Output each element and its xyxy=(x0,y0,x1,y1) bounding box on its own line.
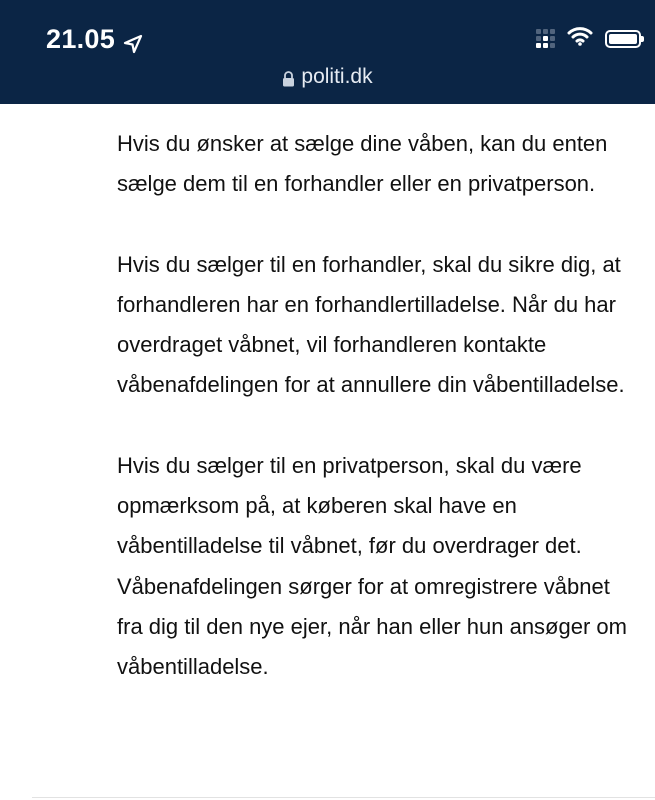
status-bar xyxy=(0,0,655,104)
cellular-signal-icon xyxy=(536,29,555,48)
address-bar[interactable] xyxy=(0,64,655,90)
divider xyxy=(32,797,655,798)
location-arrow-icon xyxy=(123,30,143,50)
battery-icon xyxy=(605,30,641,48)
clock-time: 21.05 xyxy=(46,24,116,54)
article-body xyxy=(117,124,637,728)
paragraph: Hvis du sælger til en privatperson, skal du være opmærksom på, at køberen skal have en våbentilladelse til våbnet, før du overdrager det. Våbenafdelingen sørger for at omregistrere våbnet fra dig til den nye ejer, når han eller hun ansøger om våbentilladelse. xyxy=(117,452,627,680)
wifi-icon xyxy=(567,26,593,51)
url-text: politi.dk xyxy=(301,65,373,88)
lock-icon xyxy=(282,69,295,85)
clock xyxy=(46,24,143,55)
status-icons xyxy=(536,26,641,51)
paragraph: Hvis du ønsker at sælge dine våben, kan du enten sælge dem til en forhandler eller en privatperson. xyxy=(117,131,608,197)
paragraph: Hvis du sælger til en forhandler, skal du sikre dig, at forhandleren har en forhandlertilladelse. Når du har overdraget våbnet, vil forhandleren kontakte våbenafdelingen for at annullere din våbentilladelse. xyxy=(117,251,625,398)
